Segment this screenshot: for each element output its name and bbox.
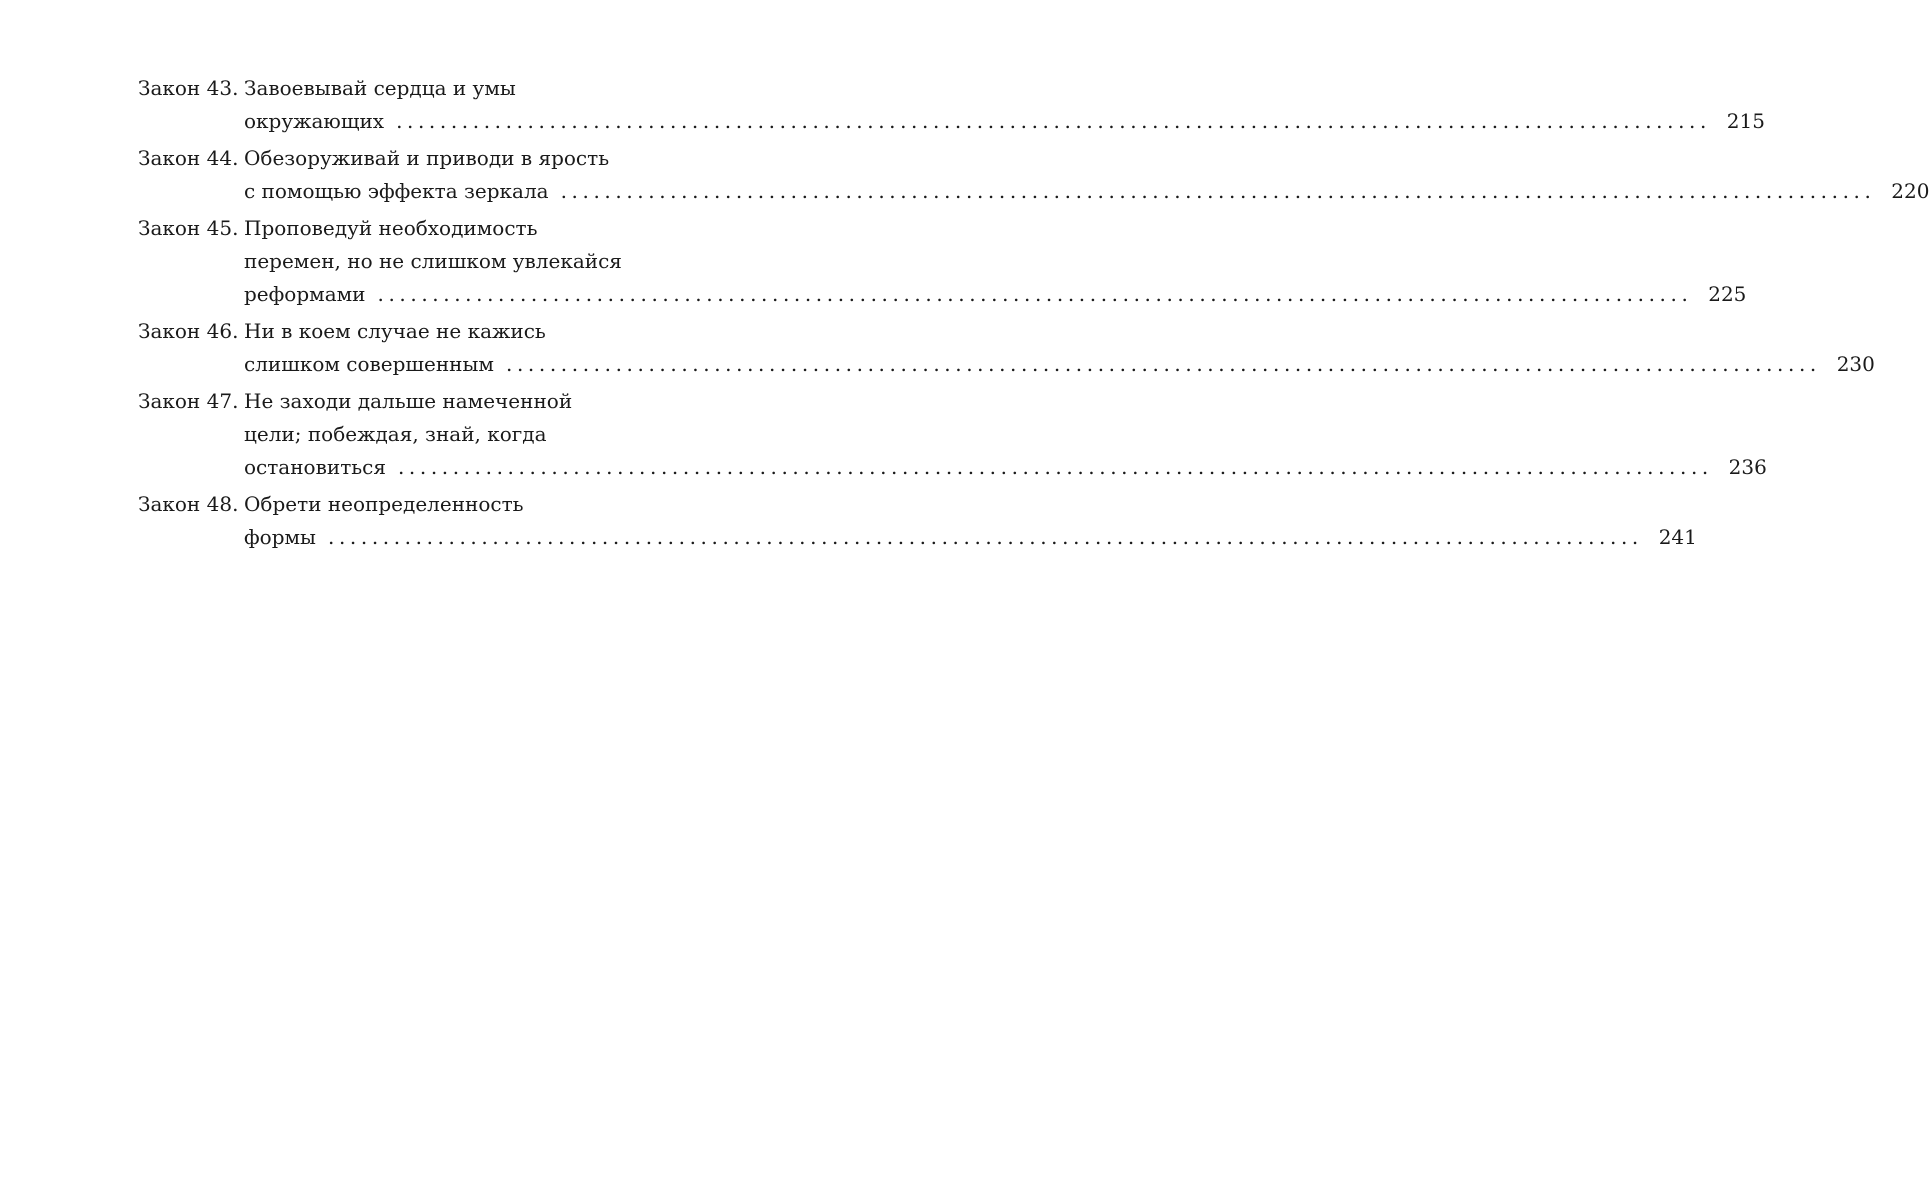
law-title-line: окружающих xyxy=(244,109,385,133)
page-number: 220 xyxy=(1891,179,1929,203)
page-number: 241 xyxy=(1658,525,1697,549)
dot-leader: ........................................................................................................................ xyxy=(397,455,1713,479)
law-number: Закон 45. xyxy=(138,216,239,240)
page-number: 230 xyxy=(1836,352,1875,376)
toc-entry-law-44[interactable] xyxy=(138,142,1929,208)
law-title-line: с помощью эффекта зеркала xyxy=(244,179,549,203)
law-title xyxy=(244,385,1767,484)
dot-leader: ........................................................................................................................ xyxy=(396,109,1711,133)
law-title-line: остановиться xyxy=(244,455,386,479)
law-number: Закон 46. xyxy=(138,319,239,343)
law-title-line: Проповедуй необходимость xyxy=(244,216,538,240)
law-title-line: перемен, но не слишком увлекайся xyxy=(244,249,622,273)
dot-leader: ........................................................................................................................ xyxy=(560,179,1876,203)
dot-leader: ........................................................................................................................ xyxy=(377,282,1693,306)
law-title-line: слишком совершенным xyxy=(244,352,494,376)
dot-leader: ........................................................................................................................ xyxy=(327,525,1643,549)
law-title-last-line xyxy=(244,278,1747,311)
law-title-line: Обезоруживай и приводи в ярость xyxy=(244,146,610,170)
law-title-line: Не заходи дальше намеченной xyxy=(244,389,573,413)
table-of-contents xyxy=(138,72,1929,558)
law-title xyxy=(244,142,1929,208)
law-title xyxy=(244,72,1765,138)
law-title-last-line xyxy=(244,451,1767,484)
law-title xyxy=(244,315,1875,381)
law-number: Закон 43. xyxy=(138,76,239,100)
law-title-line: цели; побеждая, знай, когда xyxy=(244,422,547,446)
toc-entry-law-46[interactable] xyxy=(138,315,1875,381)
law-number: Закон 47. xyxy=(138,389,239,413)
law-title-last-line xyxy=(244,348,1875,381)
law-title-line: Обрети неопределенность xyxy=(244,492,524,516)
dot-leader: ........................................................................................................................ xyxy=(506,352,1821,376)
toc-entry-law-48[interactable] xyxy=(138,488,1697,554)
law-title-last-line xyxy=(244,105,1765,138)
law-title-line: реформами xyxy=(244,282,366,306)
toc-entry-law-43[interactable] xyxy=(138,72,1765,138)
page-number: 225 xyxy=(1708,282,1747,306)
law-title xyxy=(244,212,1747,311)
law-title-last-line xyxy=(244,521,1697,554)
page-number: 215 xyxy=(1726,109,1765,133)
toc-entry-law-47[interactable] xyxy=(138,385,1767,484)
law-title xyxy=(244,488,1697,554)
law-number: Закон 44. xyxy=(138,146,239,170)
toc-entry-law-45[interactable] xyxy=(138,212,1747,311)
law-title-last-line xyxy=(244,175,1929,208)
law-title-line: Завоевывай сердца и умы xyxy=(244,76,516,100)
law-title-line: Ни в коем случае не кажись xyxy=(244,319,546,343)
law-title-line: формы xyxy=(244,525,316,549)
law-number: Закон 48. xyxy=(138,492,239,516)
page-number: 236 xyxy=(1728,455,1767,479)
